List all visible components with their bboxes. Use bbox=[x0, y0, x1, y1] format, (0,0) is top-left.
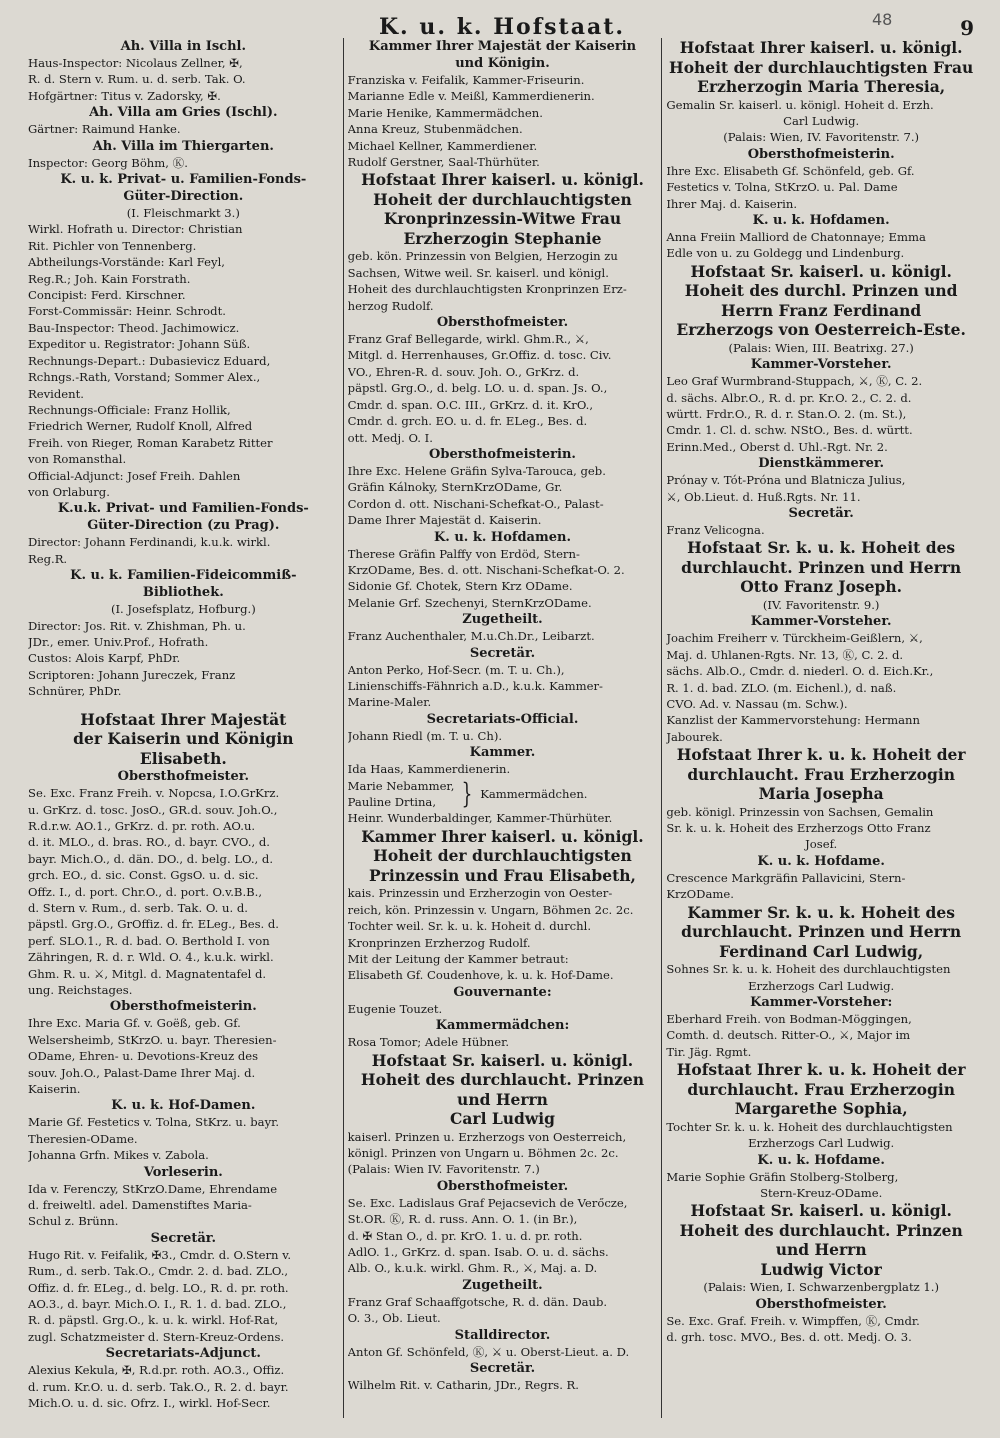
handwritten-folio-note: 48 bbox=[872, 10, 893, 29]
section-heading: Otto Franz Joseph. bbox=[740, 577, 903, 597]
entry-line: Anna Freiin Malliord de Chatonnaye; Emma bbox=[666, 229, 926, 244]
entry-line: Se. Exc. Ladislaus Graf Pejacsevich de Verőcze, bbox=[347, 1195, 628, 1210]
entry-line: Rechnungs-Depart.: Dubasievicz Eduard, bbox=[28, 353, 271, 368]
section-heading: Ludwig Victor bbox=[760, 1259, 882, 1279]
entry-line: Cmdr. 1. Cl. d. schw. NStO., Bes. d. württ. bbox=[666, 423, 913, 438]
centered-line: (Palais: Wien, IV. Favoritenstr. 7.) bbox=[723, 130, 920, 145]
entry-line: Revident. bbox=[28, 386, 84, 401]
section-heading: Herrn Franz Ferdinand bbox=[721, 300, 922, 320]
section-heading: Maria Josepha bbox=[758, 784, 884, 804]
entry-line: Franz Auchenthaler, M.u.Ch.Dr., Leibarzt. bbox=[347, 629, 595, 644]
entry-line: Ihrer Maj. d. Kaiserin. bbox=[666, 196, 798, 211]
section-heading: Hofstaat Ihrer k. u. k. Hoheit der bbox=[676, 745, 966, 765]
entry-line: Rit. Pichler von Tennenberg. bbox=[28, 238, 197, 253]
centered-line: (Palais: Wien, III. Beatrixg. 27.) bbox=[728, 340, 914, 355]
centered-line: Erzherzogs Carl Ludwig. bbox=[748, 978, 895, 993]
entry-line: päpstl. Grg.O., d. belg. LO. u. d. span. Js. O., bbox=[347, 381, 608, 396]
entry-line: Alb. O., k.u.k. wirkl. Ghm. R., ⚔, Maj. a. D. bbox=[347, 1261, 598, 1276]
entry-line: Haus-Inspector: Nicolaus Zellner, ✠, bbox=[28, 56, 243, 70]
running-head: K. u. k. Hofstaat. bbox=[378, 14, 626, 40]
sub-heading: Kammermädchen: bbox=[435, 1018, 570, 1034]
entry-line: Custos: Alois Karpf, PhDr. bbox=[28, 651, 181, 666]
entry-line: Director: Jos. Rit. v. Zhishman, Ph. u. bbox=[28, 618, 246, 633]
centered-line: Erzherzogs Carl Ludwig. bbox=[748, 1136, 895, 1151]
sub-heading: Secretariats-Adjunct. bbox=[105, 1346, 261, 1362]
page-header bbox=[24, 8, 980, 38]
entry-line: Pauline Drtina, bbox=[347, 795, 437, 809]
entry-line: Leo Graf Wurmbrand-Stuppach, ⚔, Ⓚ, C. 2. bbox=[666, 374, 923, 389]
entry-line: Forst-Commissär: Heinr. Schrodt. bbox=[28, 304, 226, 319]
entry-line: ODame, Ehren- u. Devotions-Kreuz des bbox=[28, 1049, 259, 1064]
section-heading: und Herrn bbox=[457, 1089, 548, 1109]
entry-line: Franziska v. Feifalik, Kammer-Friseurin. bbox=[347, 73, 585, 87]
entry-line: Hugo Rit. v. Feifalik, ✠3., Cmdr. d. O.Stern v. bbox=[28, 1247, 292, 1262]
sub-heading: K. u. k. Privat- u. Familien-Fonds- bbox=[60, 172, 307, 188]
sub-heading: Obersthofmeisterin. bbox=[109, 999, 257, 1015]
section-heading: Hoheit der durchlauchtigsten bbox=[373, 846, 632, 866]
entry-line: Marianne Edle v. Meißl, Kammerdienerin. bbox=[347, 89, 595, 104]
entry-line: Ihre Exc. Maria Gf. v. Goëß, geb. Gf. bbox=[28, 1016, 241, 1031]
entry-line: d. sächs. Albr.O., R. d. pr. Kr.O. 2., C. 2. d. bbox=[666, 390, 912, 405]
entry-line: Melanie Grf. Szechenyi, SternKrzODame. bbox=[347, 595, 592, 610]
entry-line: Ida v. Ferenczy, StKrzO.Dame, Ehrendame bbox=[28, 1181, 278, 1196]
entry-line: (Palais: Wien IV. Favoritenstr. 7.) bbox=[347, 1162, 540, 1177]
entry-line: Ida Haas, Kammerdienerin. bbox=[347, 762, 511, 777]
entry-line: Erinn.Med., Oberst d. Uhl.-Rgt. Nr. 2. bbox=[666, 439, 888, 454]
column-right bbox=[661, 38, 980, 1418]
entry-line: Johanna Grfn. Mikes v. Zabola. bbox=[28, 1148, 209, 1163]
entry-line: O. 3., Ob. Lieut. bbox=[347, 1311, 441, 1326]
spacer bbox=[28, 700, 339, 710]
section-heading: Erzherzogs von Oesterreich-Este. bbox=[676, 320, 966, 340]
sub-heading: Obersthofmeister. bbox=[117, 769, 249, 785]
sub-heading: Secretär. bbox=[150, 1230, 216, 1246]
entry-line: Eugenie Touzet. bbox=[347, 1001, 443, 1016]
entry-line: Anna Kreuz, Stubenmädchen. bbox=[347, 122, 523, 137]
sub-heading: Güter-Direction. bbox=[123, 189, 244, 205]
section-heading: Hoheit der durchlauchtigsten Frau bbox=[669, 57, 974, 77]
entry-line: Welsersheimb, StKrzO. u. bayr. Theresien- bbox=[28, 1032, 277, 1047]
entry-line: u. GrKrz. d. tosc. JosO., GR.d. souv. Joh.O., bbox=[28, 802, 278, 817]
centered-line: Carl Ludwig. bbox=[783, 113, 860, 128]
entry-line: Official-Adjunct: Josef Freih. Dahlen bbox=[28, 468, 241, 483]
section-heading: Hofstaat Sr. kaiserl. u. königl. bbox=[371, 1050, 634, 1070]
sub-heading: Kammer-Vorsteher. bbox=[750, 357, 892, 373]
sub-heading: Zugetheilt. bbox=[462, 1277, 543, 1293]
sub-heading: Kammer-Vorsteher: bbox=[750, 995, 893, 1010]
entry-line: R. d. päpstl. Grg.O., k. u. k. wirkl. Hof-Rat, bbox=[28, 1313, 279, 1328]
section-heading: Hofstaat Ihrer k. u. k. Hoheit der bbox=[676, 1060, 966, 1080]
sub-heading: Vorleserin. bbox=[143, 1164, 223, 1180]
entry-line: Se. Exc. Graf. Freih. v. Wimpffen, Ⓚ, Cmdr. bbox=[666, 1313, 920, 1328]
sub-heading: Ah. Villa in Ischl. bbox=[120, 39, 247, 54]
sub-heading: K. u. k. Hofdame. bbox=[757, 853, 885, 869]
section-heading: Erzherzogin Stephanie bbox=[403, 228, 602, 248]
entry-line: Dame Ihrer Majestät d. Kaiserin. bbox=[347, 513, 542, 528]
section-heading: Prinzessin und Frau Elisabeth, bbox=[369, 865, 636, 885]
entry-line: Wirkl. Hofrath u. Director: Christian bbox=[28, 222, 243, 237]
entry-line: ott. Medj. O. I. bbox=[347, 430, 433, 445]
entry-line: Offiz. d. fr. ELeg., d. belg. LO., R. d. pr. roth. bbox=[28, 1280, 289, 1295]
sub-heading: Secretariats-Official. bbox=[426, 711, 579, 727]
entry-line: d. ✠ Stan O., d. pr. KrO. 1. u. d. pr. roth. bbox=[347, 1228, 583, 1243]
entry-line: päpstl. Grg.O., GrOffiz. d. fr. ELeg., Bes. d. bbox=[28, 917, 279, 932]
section-heading: Hofstaat Sr. kaiserl. u. königl. bbox=[690, 1201, 952, 1221]
entry-line: Freih. von Rieger, Roman Karabetz Ritter bbox=[28, 435, 273, 450]
entry-line: Theresien-ODame. bbox=[28, 1131, 138, 1146]
entry-line: Hofgärtner: Titus v. Zadorsky, ✠. bbox=[28, 88, 221, 103]
entry-line: KrzODame. bbox=[666, 887, 734, 902]
entry-line: geb. königl. Prinzessin von Sachsen, Gemalin bbox=[666, 804, 934, 819]
entry-line: reich, kön. Prinzessin v. Ungarn, Böhmen 2c. 2c. bbox=[347, 902, 634, 917]
sub-heading: Kammer Ihrer Majestät der Kaiserin bbox=[368, 39, 637, 54]
sub-heading: Kammer. bbox=[469, 745, 536, 761]
entry-line: ung. Reichstages. bbox=[28, 982, 133, 997]
entry-line: d. Stern v. Rum., d. serb. Tak. O. u. d. bbox=[28, 900, 248, 915]
entry-line: Edle von u. zu Goldegg und Lindenburg. bbox=[666, 246, 905, 261]
entry-line: Festetics v. Tolna, StKrzO. u. Pal. Dame bbox=[666, 180, 898, 195]
entry-line: Alexius Kekula, ✠, R.d.pr. roth. AO.3., Offiz. bbox=[28, 1363, 285, 1378]
sub-heading: Obersthofmeister. bbox=[436, 315, 569, 331]
entry-line: Gemalin Sr. kaiserl. u. königl. Hoheit d. Erzh. bbox=[666, 97, 934, 112]
centered-line: (I. Josefsplatz, Hofburg.) bbox=[110, 602, 256, 617]
entry-line: R. 1. d. bad. ZLO. (m. Eichenl.), d. naß. bbox=[666, 680, 897, 695]
entry-line: Offz. I., d. port. Chr.O., d. port. O.v.B.B., bbox=[28, 884, 263, 899]
sub-heading: K. u. k. Hofdame. bbox=[757, 1152, 885, 1168]
sub-heading: K. u. k. Hofdamen. bbox=[434, 529, 571, 545]
entry-line: Mit der Leitung der Kammer betraut: bbox=[347, 951, 569, 966]
entry-line: Bau-Inspector: Theod. Jachimowicz. bbox=[28, 320, 240, 335]
entry-line: Linienschiffs-Fähnrich a.D., k.u.k. Kammer- bbox=[347, 678, 603, 693]
entry-line: Anton Gf. Schönfeld, Ⓚ, ⚔ u. Oberst-Lieut. a. D. bbox=[347, 1344, 630, 1359]
sub-heading: K. u. k. Hof-Damen. bbox=[111, 1098, 256, 1114]
centered-line: (Palais: Wien, I. Schwarzenbergplatz 1.) bbox=[703, 1280, 940, 1295]
bracket-label: Kammermädchen. bbox=[480, 786, 588, 801]
entry-line: Tochter weil. Sr. k. u. k. Hoheit d. durchl. bbox=[347, 919, 592, 934]
entry-line: Schnürer, PhDr. bbox=[28, 684, 122, 699]
entry-line: Ihre Exc. Elisabeth Gf. Schönfeld, geb. Gf. bbox=[666, 163, 915, 178]
entry-line: Rosa Tomor; Adele Hübner. bbox=[347, 1035, 510, 1050]
entry-line: Cmdr. d. grch. EO. u. d. fr. ELeg., Bes. d. bbox=[347, 414, 588, 429]
entry-line: d. freiweltl. adel. Damenstiftes Maria- bbox=[28, 1198, 252, 1213]
entry-line: herzog Rudolf. bbox=[347, 298, 434, 313]
entry-line: Marie Gf. Festetics v. Tolna, StKrz. u. bayr. bbox=[28, 1115, 280, 1130]
entry-line: d. rum. Kr.O. u. d. serb. Tak.O., R. 2. d. bayr. bbox=[28, 1379, 289, 1394]
entry-line: Sachsen, Witwe weil. Sr. kaiserl. und königl. bbox=[347, 265, 609, 280]
section-heading: Hoheit der durchlauchtigsten bbox=[373, 189, 632, 209]
entry-line: ⚔, Ob.Lieut. d. Huß.Rgts. Nr. 11. bbox=[666, 489, 861, 504]
section-heading: Carl Ludwig bbox=[450, 1109, 555, 1129]
entry-line: Sidonie Gf. Chotek, Stern Krz ODame. bbox=[347, 579, 573, 594]
sub-heading: Secretär. bbox=[469, 1361, 536, 1377]
entry-line: Heinr. Wunderbaldinger, Kammer-Thürhüter. bbox=[347, 811, 613, 826]
sub-heading: Bibliothek. bbox=[142, 585, 224, 601]
section-heading: Hoheit des durchl. Prinzen und bbox=[684, 281, 958, 301]
section-heading: Hofstaat Sr. kaiserl. u. königl. bbox=[690, 261, 952, 281]
entry-line: Prónay v. Tót-Próna und Blatnicza Julius, bbox=[666, 473, 906, 488]
section-heading: durchlaucht. Frau Erzherzogin bbox=[687, 1079, 955, 1099]
sub-heading: Zugetheilt. bbox=[462, 612, 543, 628]
entry-line: Gärtner: Raimund Hanke. bbox=[28, 122, 181, 137]
entry-line: Sr. k. u. k. Hoheit des Erzherzogs Otto Franz bbox=[666, 821, 931, 836]
section-heading: Margarethe Sophia, bbox=[734, 1099, 908, 1119]
entry-line: Cordon d. ott. Nischani-Schefkat-O., Palast- bbox=[347, 496, 604, 511]
entry-line: Expeditor u. Registrator: Johann Süß. bbox=[28, 337, 251, 352]
entry-line: Jabourek. bbox=[666, 729, 723, 744]
entry-line: Kronprinzen Erzherzog Rudolf. bbox=[347, 935, 531, 950]
page-number: 9 bbox=[960, 16, 974, 40]
entry-line: zugl. Schatzmeister d. Stern-Kreuz-Ordens. bbox=[28, 1329, 285, 1344]
centered-line: Josef. bbox=[805, 837, 838, 852]
entry-line: Reg.R. bbox=[28, 551, 68, 566]
entry-line: geb. kön. Prinzessin von Belgien, Herzogin zu bbox=[347, 249, 618, 264]
section-heading: Hofstaat Ihrer kaiserl. u. königl. bbox=[679, 38, 963, 57]
entry-line: Rchngs.-Rath, Vorstand; Sommer Alex., bbox=[28, 370, 261, 385]
entry-line: Franz Velicogna. bbox=[666, 523, 765, 537]
entry-line: sächs. Alb.O., Cmdr. d. niederl. O. d. Eich.Kr., bbox=[666, 664, 934, 679]
entry-line: Anton Perko, Hof-Secr. (m. T. u. Ch.), bbox=[347, 662, 565, 677]
column-middle bbox=[343, 38, 662, 1418]
entry-line: AO.3., d. bayr. Mich.O. I., R. 1. d. bad. ZLO., bbox=[28, 1297, 287, 1312]
entry-line: Marie Henike, Kammermädchen. bbox=[347, 105, 543, 120]
entry-line: Gräfin Kálnoky, SternKrzODame, Gr. bbox=[347, 480, 563, 495]
sub-heading: und Königin. bbox=[455, 56, 550, 71]
entry-line: Johann Riedl (m. T. u. Ch). bbox=[347, 728, 503, 743]
entry-line: R. d. Stern v. Rum. u. d. serb. Tak. O. bbox=[28, 72, 246, 87]
entry-line: Sohnes Sr. k. u. k. Hoheit des durchlauchtigsten bbox=[666, 962, 951, 977]
section-heading: Hofstaat Sr. k. u. k. Hoheit des bbox=[687, 538, 956, 558]
entry-line: Inspector: Georg Böhm, Ⓚ. bbox=[28, 155, 188, 170]
curly-brace-icon: } bbox=[461, 777, 473, 810]
sub-heading: Ah. Villa am Gries (Ischl). bbox=[89, 105, 278, 121]
entry-line: Se. Exc. Franz Freih. v. Nopcsa, I.O.GrKrz. bbox=[28, 786, 280, 801]
section-heading: und Herrn bbox=[775, 1240, 867, 1260]
sub-heading: K. u. k. Familien-Fideicommiß- bbox=[70, 568, 297, 584]
bracketed-names bbox=[348, 778, 455, 811]
entry-line: Eberhard Freih. von Bodman-Möggingen, bbox=[666, 1012, 912, 1026]
sub-heading: Güter-Direction (zu Prag). bbox=[87, 518, 280, 534]
sub-heading: K. u. k. Hofdamen. bbox=[752, 212, 890, 228]
section-heading: durchlaucht. Frau Erzherzogin bbox=[687, 764, 955, 784]
sub-heading: Obersthofmeister. bbox=[436, 1178, 569, 1194]
entry-line: Marie Sophie Gräfin Stolberg-Stolberg, bbox=[666, 1169, 899, 1184]
section-heading: Ferdinand Carl Ludwig, bbox=[719, 941, 924, 961]
sub-heading: Ah. Villa im Thiergarten. bbox=[92, 138, 274, 154]
sub-heading: Obersthofmeister. bbox=[755, 1296, 887, 1312]
entry-line: Concipist: Ferd. Kirschner. bbox=[28, 288, 186, 303]
entry-line: württ. Frdr.O., R. d. r. Stan.O. 2. (m. St.), bbox=[666, 406, 907, 421]
section-heading: Erzherzogin Maria Theresia, bbox=[697, 77, 946, 96]
entry-line: Zähringen, R. d. r. Wld. O. 4., k.u.k. wirkl. bbox=[28, 950, 274, 965]
entry-line: Abtheilungs-Vorstände: Karl Feyl, bbox=[28, 255, 225, 270]
entry-line: Schul z. Brünn. bbox=[28, 1214, 119, 1229]
centered-line: (I. Fleischmarkt 3.) bbox=[126, 206, 240, 221]
entry-line: Franz Graf Schaaffgotsche, R. d. dän. Daub. bbox=[347, 1294, 608, 1309]
section-heading: Hoheit des durchlaucht. Prinzen bbox=[679, 1220, 963, 1240]
entry-line: d. it. MLO., d. bras. RO., d. bayr. CVO., d. bbox=[28, 835, 270, 850]
entry-line: Friedrich Werner, Rudolf Knoll, Alfred bbox=[28, 419, 253, 434]
sub-heading: Obersthofmeisterin. bbox=[747, 146, 895, 162]
entry-line: Mich.O. u. d. sic. Ofrz. I., wirkl. Hof-Secr. bbox=[28, 1396, 271, 1411]
entry-line: Crescence Markgräfin Pallavicini, Stern- bbox=[666, 870, 906, 885]
section-heading: der Kaiserin und Königin bbox=[73, 729, 294, 749]
entry-line: Ihre Exc. Helene Gräfin Sylva-Tarouca, geb. bbox=[347, 463, 606, 478]
entry-line: Tir. Jäg. Rgmt. bbox=[666, 1044, 752, 1059]
section-heading: Hofstaat Ihrer Majestät bbox=[80, 709, 287, 729]
section-heading: Elisabeth. bbox=[139, 748, 227, 768]
entry-line: königl. Prinzen von Ungarn u. Böhmen 2c. 2c. bbox=[347, 1145, 619, 1160]
sub-heading: K.u.k. Privat- und Familien-Fonds- bbox=[57, 501, 309, 517]
section-heading: Kammer Ihrer kaiserl. u. königl. bbox=[361, 826, 644, 846]
entry-line: CVO. Ad. v. Nassau (m. Schw.). bbox=[666, 696, 848, 711]
entry-line: Tochter Sr. k. u. k. Hoheit des durchlauchtigsten bbox=[666, 1119, 953, 1134]
centered-line: Stern-Kreuz-ODame. bbox=[760, 1185, 883, 1200]
entry-line: von Orlaburg. bbox=[28, 484, 110, 499]
entry-line: Rudolf Gerstner, Saal-Thürhüter. bbox=[347, 155, 540, 170]
section-heading: Hofstaat Ihrer kaiserl. u. königl. bbox=[361, 170, 644, 190]
section-heading: Kammer Sr. k. u. k. Hoheit des bbox=[687, 902, 955, 922]
entry-line: Rum., d. serb. Tak.O., Cmdr. 2. d. bad. ZLO., bbox=[28, 1264, 289, 1279]
entry-line: grch. EO., d. sic. Const. GgsO. u. d. sic. bbox=[28, 868, 259, 883]
centered-line: (IV. Favoritenstr. 9.) bbox=[762, 597, 880, 612]
bracketed-entry bbox=[348, 778, 658, 811]
entry-line: Hoheit des durchlauchtigsten Kronprinzen Erz- bbox=[347, 282, 627, 297]
entry-line: Marine-Maler. bbox=[347, 695, 432, 710]
section-heading: durchlaucht. Prinzen und Herrn bbox=[681, 557, 962, 577]
sub-heading: Stalldirector. bbox=[454, 1327, 551, 1343]
entry-line: von Romansthal. bbox=[28, 452, 127, 467]
sub-heading: Obersthofmeisterin. bbox=[429, 446, 576, 462]
section-heading: Hoheit des durchlaucht. Prinzen bbox=[360, 1070, 645, 1090]
entry-line: Reg.R.; Joh. Kain Forstrath. bbox=[28, 271, 191, 286]
text-columns bbox=[24, 38, 980, 1418]
section-heading: durchlaucht. Prinzen und Herrn bbox=[681, 922, 962, 942]
entry-line: Kanzlist der Kammervorstehung: Hermann bbox=[666, 713, 920, 728]
entry-line: AdlO. 1., GrKrz. d. span. Isab. O. u. d. sächs. bbox=[347, 1245, 609, 1259]
entry-line: Michael Kellner, Kammerdiener. bbox=[347, 138, 538, 153]
entry-line: Wilhelm Rit. v. Catharin, JDr., Regrs. R. bbox=[347, 1378, 579, 1393]
sub-heading: Secretär. bbox=[469, 645, 536, 661]
entry-line: Franz Graf Bellegarde, wirkl. Ghm.R., ⚔, bbox=[347, 332, 589, 347]
entry-line: perf. SLO.1., R. d. bad. O. Berthold I. von bbox=[28, 933, 270, 948]
entry-line: Joachim Freiherr v. Türckheim-Geißlern, ⚔, bbox=[666, 631, 923, 646]
entry-line: VO., Ehren-R. d. souv. Joh. O., GrKrz. d. bbox=[347, 364, 580, 379]
entry-line: Mitgl. d. Herrenhauses, Gr.Offiz. d. tosc. Civ. bbox=[347, 348, 612, 363]
entry-line: d. grh. tosc. MVO., Bes. d. ott. Medj. O. 3. bbox=[666, 1330, 912, 1345]
entry-line: bayr. Mich.O., d. dän. DO., d. belg. LO., d. bbox=[28, 851, 274, 866]
entry-line: Comth. d. deutsch. Ritter-O., ⚔, Major im bbox=[666, 1028, 911, 1043]
entry-line: Maj. d. Uhlanen-Rgts. Nr. 13, Ⓚ, C. 2. d. bbox=[666, 647, 904, 662]
sub-heading: Gouvernante: bbox=[453, 984, 552, 1000]
sub-heading: Secretär. bbox=[788, 506, 854, 521]
entry-line: Therese Gräfin Palffy von Erdöd, Stern- bbox=[347, 546, 580, 561]
entry-line: St.OR. Ⓚ, R. d. russ. Ann. O. 1. (in Br.), bbox=[347, 1212, 578, 1227]
entry-line: Kaiserin. bbox=[28, 1082, 81, 1096]
section-heading: Kronprinzessin-Witwe Frau bbox=[383, 209, 622, 229]
entry-line: Elisabeth Gf. Coudenhove, k. u. k. Hof-Dame. bbox=[347, 968, 614, 983]
column-left bbox=[24, 38, 343, 1418]
entry-line: Director: Johann Ferdinandi, k.u.k. wirkl. bbox=[28, 535, 271, 550]
entry-line: souv. Joh.O., Palast-Dame Ihrer Maj. d. bbox=[28, 1065, 256, 1080]
entry-line: R.d.r.w. AO.1., GrKrz. d. pr. roth. AO.u. bbox=[28, 818, 256, 833]
entry-line: Scriptoren: Johann Jureczek, Franz bbox=[28, 667, 236, 682]
entry-line: kaiserl. Prinzen u. Erzherzogs von Oesterreich, bbox=[347, 1129, 627, 1144]
entry-line: KrzODame, Bes. d. ott. Nischani-Schefkat-O. 2. bbox=[347, 562, 625, 577]
entry-line: kais. Prinzessin und Erzherzogin von Oester- bbox=[347, 886, 613, 901]
sub-heading: Dienstkämmerer. bbox=[758, 456, 885, 472]
entry-line: Rechnungs-Officiale: Franz Hollik, bbox=[28, 402, 231, 417]
entry-line: Ghm. R. u. ⚔, Mitgl. d. Magnatentafel d. bbox=[28, 966, 267, 981]
entry-line: Marie Nebammer, bbox=[347, 778, 455, 793]
entry-line: JDr., emer. Univ.Prof., Hofrath. bbox=[28, 634, 209, 649]
entry-line: Cmdr. d. span. O.C. III., GrKrz. d. it. KrO., bbox=[347, 397, 594, 412]
sub-heading: Kammer-Vorsteher. bbox=[750, 614, 892, 630]
